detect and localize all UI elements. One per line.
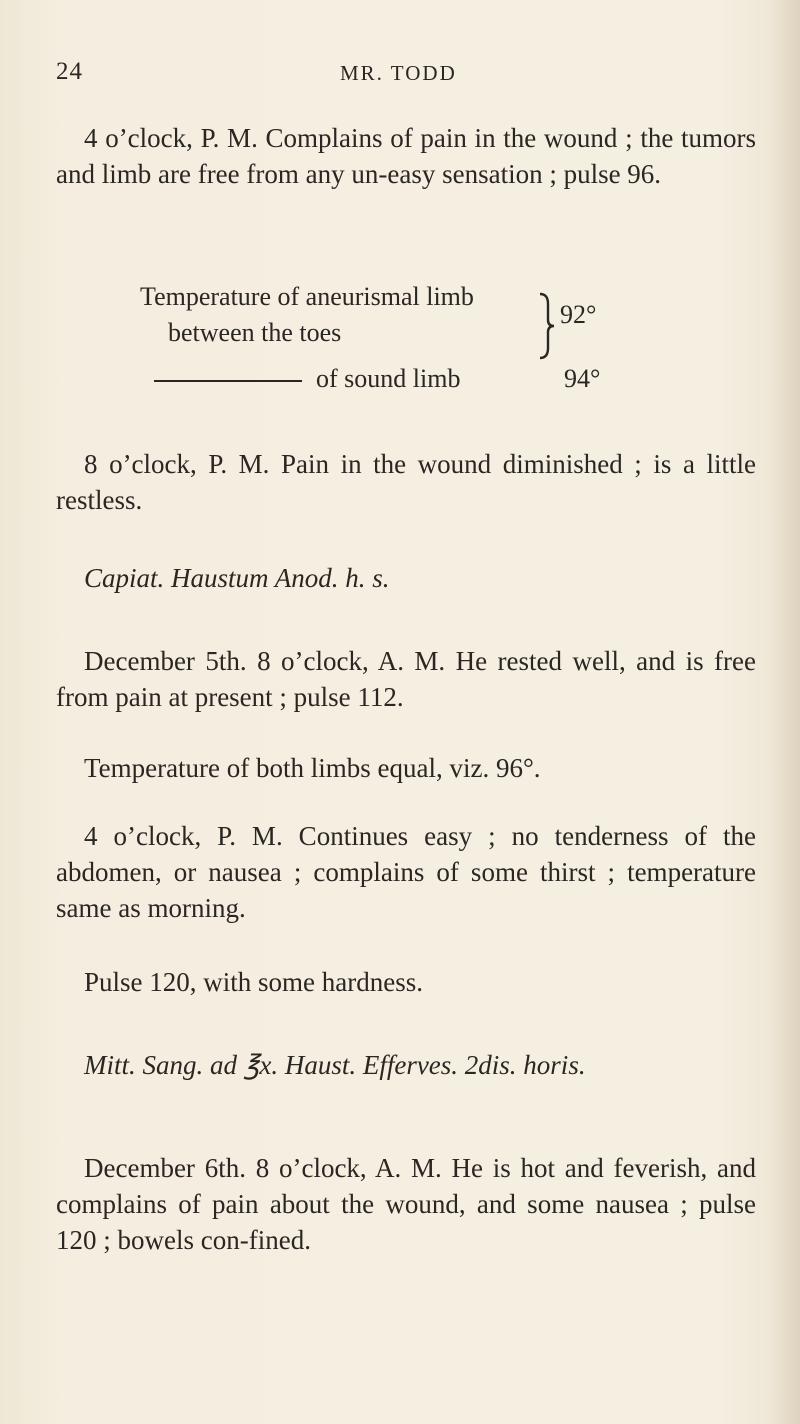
temp-row-between-toes-label: between the toes: [168, 318, 342, 347]
paragraph-december-6th: December 6th. 8 o’clock, A. M. He is hot and feverish, and complains of pain about the wound, and some nausea ; pulse 120 ; bowels con-fined.: [56, 1153, 756, 1255]
page-header: [56, 58, 756, 94]
temp-row-sound-label: of sound limb: [316, 364, 461, 393]
prescription-capiat: Capiat. Haustum Anod. h. s.: [84, 563, 390, 593]
page-number: 24: [56, 58, 83, 85]
paragraph-8pm-pain-diminished: 8 o’clock, P. M. Pain in the wound diminished ; is a little restless.: [56, 449, 756, 515]
paragraph-december-5th: December 5th. 8 o’clock, A. M. He rested well, and is free from pain at present ; pulse 112.: [56, 646, 756, 712]
temp-aneurismal-value: 92°: [560, 300, 597, 329]
paragraph-temperature-equal: Temperature of both limbs equal, viz. 96°.: [84, 753, 541, 783]
temp-sound-value: 94°: [564, 364, 601, 393]
running-head: MR. TODD: [340, 61, 457, 85]
temp-row-aneurismal-label: Temperature of aneurismal limb: [140, 282, 474, 311]
paragraph-pulse-120: Pulse 120, with some hardness.: [84, 967, 423, 997]
page-edge-shadow: [770, 0, 800, 1424]
prescription-mitt-sang: Mitt. Sang. ad ℥x. Haust. Efferves. 2dis. horis.: [84, 1050, 586, 1080]
paragraph-4pm-complains: 4 o’clock, P. M. Complains of pain in the wound ; the tumors and limb are free from any un-easy sensation ; pulse 96.: [56, 123, 756, 189]
paragraph-4pm-continues-easy: 4 o’clock, P. M. Continues easy ; no tenderness of the abdomen, or nausea ; complains of some thirst ; temperature same as morning.: [56, 821, 756, 923]
temperature-table: [140, 282, 700, 402]
ditto-dash-line: [154, 380, 302, 382]
right-brace-icon: [536, 290, 560, 362]
